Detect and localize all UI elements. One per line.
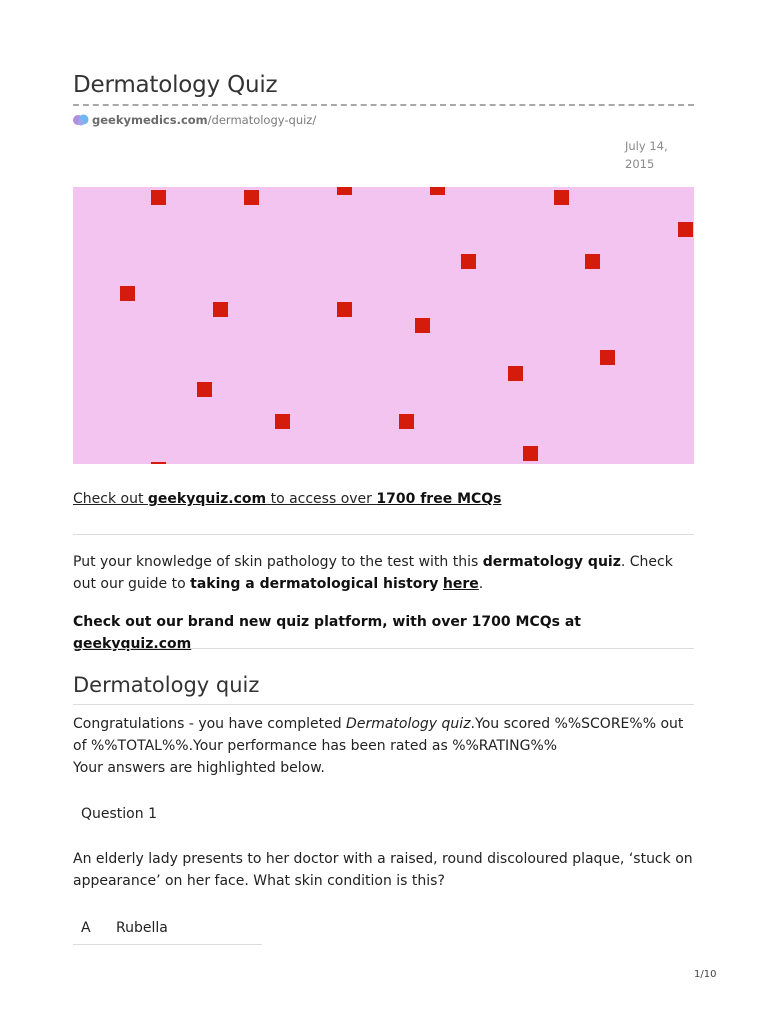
divider — [73, 648, 694, 649]
question-text: An elderly lady presents to her doctor with a raised, round discoloured plaque, ‘stuck on appearance’ on her face. What skin condition is this? — [73, 851, 693, 889]
banner-square — [275, 414, 290, 429]
source-link[interactable] — [73, 113, 316, 127]
intro-bold-2: taking a dermatological history — [190, 576, 439, 592]
title-divider — [73, 104, 694, 106]
intro-text-2: . Check out our guide to — [73, 554, 673, 592]
banner-square — [523, 446, 538, 461]
answer-option-a[interactable] — [73, 912, 262, 945]
result-quiz-name: Dermatology quiz — [346, 716, 471, 732]
promo-link[interactable]: geekyquiz.com — [147, 491, 267, 507]
banner-square — [585, 254, 600, 269]
banner-square — [197, 382, 212, 397]
banner-image — [73, 187, 694, 464]
promo-prefix: Check out — [73, 491, 148, 507]
banner-square — [430, 187, 445, 195]
banner-square — [337, 302, 352, 317]
banner-square — [151, 190, 166, 205]
banner-square — [120, 286, 135, 301]
intro-text-1: Put your knowledge of skin pathology to the test with this — [73, 554, 483, 570]
question-label: Question 1 — [81, 806, 157, 822]
banner-square — [337, 187, 352, 195]
option-text: Rubella — [116, 920, 168, 936]
banner-square — [461, 254, 476, 269]
option-letter: A — [81, 920, 91, 936]
here-link[interactable]: here — [442, 576, 479, 592]
result-paragraph — [73, 713, 698, 779]
platform-text: Check out our brand new quiz platform, with over 1700 MCQs at — [73, 614, 581, 630]
source-path: /dermatology-quiz/ — [207, 113, 317, 127]
banner-square — [151, 462, 166, 464]
quiz-heading: Dermatology quiz — [73, 673, 260, 697]
divider — [73, 704, 694, 705]
banner-square — [399, 414, 414, 429]
promo-line — [73, 488, 698, 510]
source-domain: geekymedics.com — [92, 113, 208, 127]
banner-square — [600, 350, 615, 365]
promo-count: 1700 free MCQs — [376, 491, 502, 507]
publish-date: July 14, 2015 — [625, 139, 668, 171]
intro-bold-1: dermatology quiz — [482, 554, 621, 570]
banner-square — [415, 318, 430, 333]
banner-square — [678, 222, 693, 237]
brain-icon — [73, 114, 89, 127]
banner-square — [554, 190, 569, 205]
page-number: 1/10 — [694, 969, 717, 980]
banner-square — [213, 302, 228, 317]
page-title: Dermatology Quiz — [73, 72, 278, 98]
banner-square — [244, 190, 259, 205]
answers-note: Your answers are highlighted below. — [73, 760, 325, 776]
platform-link[interactable]: geekyquiz.com — [73, 636, 192, 652]
intro-end: . — [478, 576, 484, 592]
banner-square — [508, 366, 523, 381]
result-text-2: .You scored %%SCORE%% out of %%TOTAL%%.Your performance has been rated as %%RATING%% — [73, 716, 684, 754]
intro-paragraph — [73, 551, 698, 595]
promo-middle: to access over — [266, 491, 377, 507]
divider — [73, 534, 694, 535]
result-text-1: Congratulations - you have completed — [73, 716, 347, 732]
